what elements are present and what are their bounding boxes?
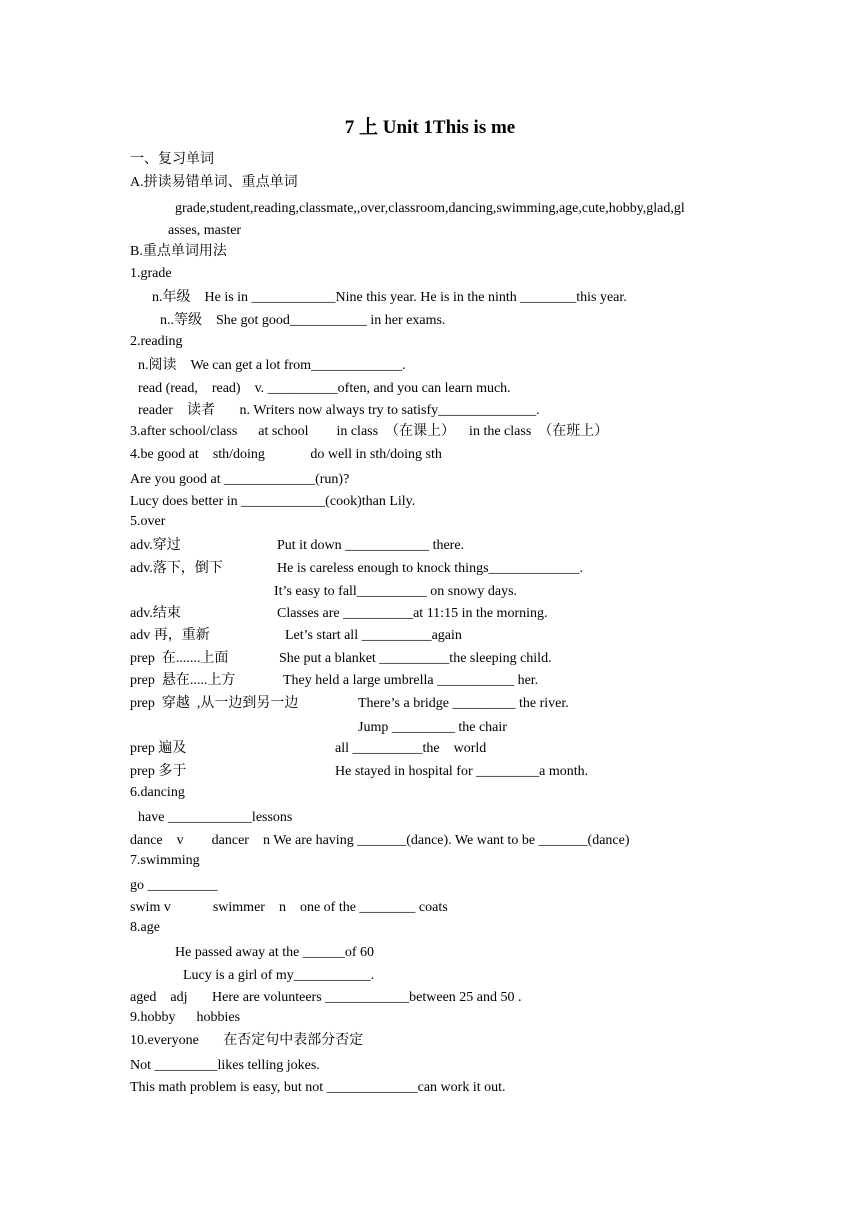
exercise-line: n.阅读 We can get a lot from_____________.: [138, 358, 406, 373]
exercise-line: swim v swimmer n one of the ________ coats: [130, 900, 448, 915]
word-list-continued: asses, master: [168, 223, 242, 238]
exercise-line: Jump _________ the chair: [358, 720, 507, 735]
exercise-line: They held a large umbrella ___________ her.: [283, 673, 539, 688]
exercise-line: reader 读者 n. Writers now always try to satisfy______________.: [138, 403, 540, 418]
exercise-line: all __________the world: [335, 741, 487, 756]
exercise-line: Put it down ____________ there.: [277, 538, 465, 553]
exercise-line: Lucy is a girl of my___________.: [183, 968, 375, 983]
exercise-line: It’s easy to fall__________ on snowy days.: [274, 584, 518, 599]
meaning-label: prep 悬在.....上方: [130, 673, 236, 688]
document-title: 7 上 Unit 1This is me: [344, 117, 516, 138]
exercise-line: have ____________lessons: [138, 810, 293, 825]
item-heading: 7.swimming: [130, 853, 200, 868]
item-heading: 2.reading: [130, 334, 183, 349]
exercise-line: Not _________likes telling jokes.: [130, 1058, 320, 1073]
meaning-label: adv.落下，倒下: [130, 561, 223, 576]
meaning-label: prep 遍及: [130, 741, 187, 756]
item-heading: 6.dancing: [130, 785, 185, 800]
exercise-line: She put a blanket __________the sleeping child.: [279, 651, 552, 666]
item-heading: 9.hobby hobbies: [130, 1010, 241, 1025]
item-heading: 3.after school/class at school in class （在课上） in the class （在班上）: [130, 424, 609, 439]
exercise-line: dance v dancer n We are having _______(dance). We want to be _______(dance): [130, 833, 630, 848]
item-heading: 1.grade: [130, 266, 172, 281]
exercise-line: He is careless enough to knock things_____________.: [277, 561, 584, 576]
exercise-line: Lucy does better in ____________(cook)than Lily.: [130, 494, 416, 509]
exercise-line: read (read, read) v. __________often, and you can learn much.: [138, 381, 511, 396]
exercise-line: Let’s start all __________again: [285, 628, 462, 643]
exercise-line: n.年级 He is in ____________Nine this year. He is in the ninth ________this year.: [152, 290, 627, 305]
exercise-line: He passed away at the ______of 60: [175, 945, 375, 960]
meaning-label: adv.穿过: [130, 538, 181, 553]
exercise-line: There’s a bridge _________ the river.: [358, 696, 569, 711]
exercise-line: aged adj Here are volunteers ____________between 25 and 50 .: [130, 990, 522, 1005]
meaning-label: adv.结束: [130, 606, 181, 621]
item-heading: 8.age: [130, 920, 160, 935]
exercise-line: Are you good at _____________(run)?: [130, 472, 350, 487]
exercise-line: This math problem is easy, but not _____________can work it out.: [130, 1080, 506, 1095]
exercise-line: go __________: [130, 878, 218, 893]
item-heading: 5.over: [130, 514, 166, 529]
exercise-line: He stayed in hospital for _________a month.: [335, 764, 589, 779]
meaning-label: prep 穿越 ,从一边到另一边: [130, 696, 299, 711]
word-list: grade,student,reading,classmate,,over,classroom,dancing,swimming,age,cute,hobby,glad,gl: [175, 201, 685, 216]
item-heading: 10.everyone 在否定句中表部分否定: [130, 1033, 364, 1048]
subsection-heading: B.重点单词用法: [130, 244, 227, 259]
subsection-heading: A.拼读易错单词、重点单词: [130, 175, 298, 190]
meaning-label: adv 再，重新: [130, 628, 210, 643]
meaning-label: prep 在.......上面: [130, 651, 229, 666]
exercise-line: Classes are __________at 11:15 in the morning.: [277, 606, 548, 621]
meaning-label: prep 多于: [130, 764, 187, 779]
section-heading: 一、复习单词: [130, 152, 214, 167]
exercise-line: n..等级 She got good___________ in her exams.: [160, 313, 446, 328]
item-heading: 4.be good at sth/doing do well in sth/doing sth: [130, 447, 442, 462]
